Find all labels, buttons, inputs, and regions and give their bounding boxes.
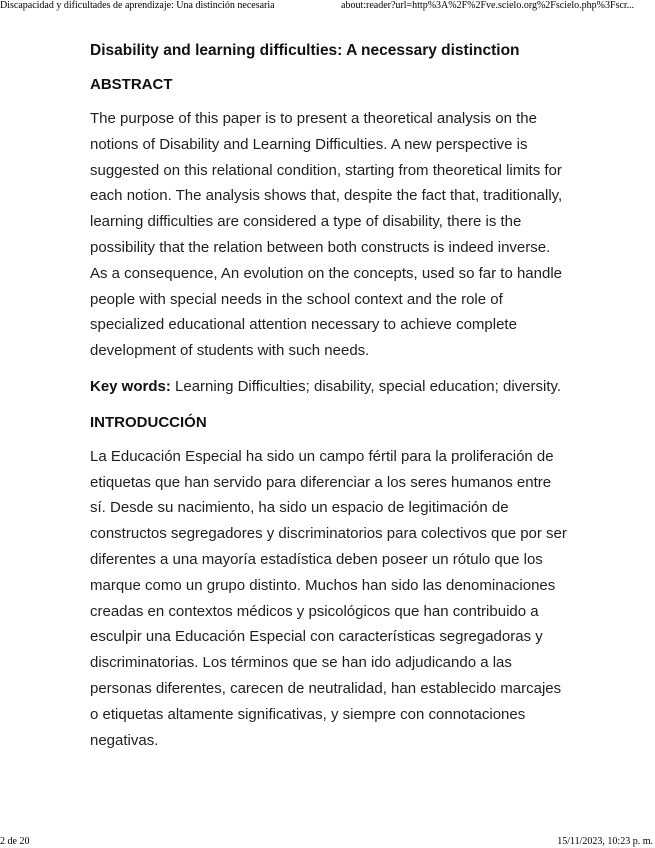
keywords-label: Key words:: [90, 377, 171, 395]
abstract-paragraph: The purpose of this paper is to present a theoretical analysis on the notions of Disability and Learning Difficulties. A new perspective is suggested on this relational condition, starting from theoretical limits for each notion. The analysis shows that, despite the fact that, traditionally, learning difficulties are considered a type of disability, there is the possibility that the relation between both constructs is indeed inverse. As a consequence, An evolution on the concepts, used so far to handle people with special needs in the school context and the role of specialized educational attention necessary to achieve complete development of students with such needs.: [90, 110, 563, 360]
keywords-paragraph: [90, 374, 570, 400]
intro-heading: INTRODUCCIÓN: [90, 413, 207, 431]
keywords-text: Learning Difficulties; disability, special education; diversity.: [170, 377, 562, 395]
intro-paragraph: La Educación Especial ha sido un campo fértil para la proliferación de etiquetas que han servido para diferenciar a los seres humanos entre sí. Desde su nacimiento, ha sido un espacio de legitimación de constructos segregadores y discriminatorios para colectivos que por ser diferentes a una mayoría estadística deben poseer un rótulo que los marque como un grupo distinto. Muchos han sido las denominaciones creadas en contextos médicos y psicológicos que han contribuido a esculpir una Educación Especial con características segregadoras y discriminatorias. Los términos que se han ido adjudicando a las personas diferentes, carecen de neutralidad, han establecido marcajes o etiquetas altamente significativas, y siempre con connotaciones negativas.: [90, 447, 567, 749]
print-header-url: about:reader?url=http%3A%2F%2Fve.scielo.org%2Fscielo.php%3Fscr...: [341, 0, 635, 11]
article-title: Disability and learning difficulties: A necessary distinction: [90, 42, 520, 59]
page-number: 2 de 20: [0, 836, 30, 847]
article-content: [90, 40, 570, 753]
abstract-heading: ABSTRACT: [90, 76, 173, 93]
print-header-title: Discapacidad y dificultades de aprendizaje: Una distinción necesaria: [0, 0, 275, 11]
print-datetime: 15/11/2023, 10:23 p. m.: [557, 836, 653, 847]
